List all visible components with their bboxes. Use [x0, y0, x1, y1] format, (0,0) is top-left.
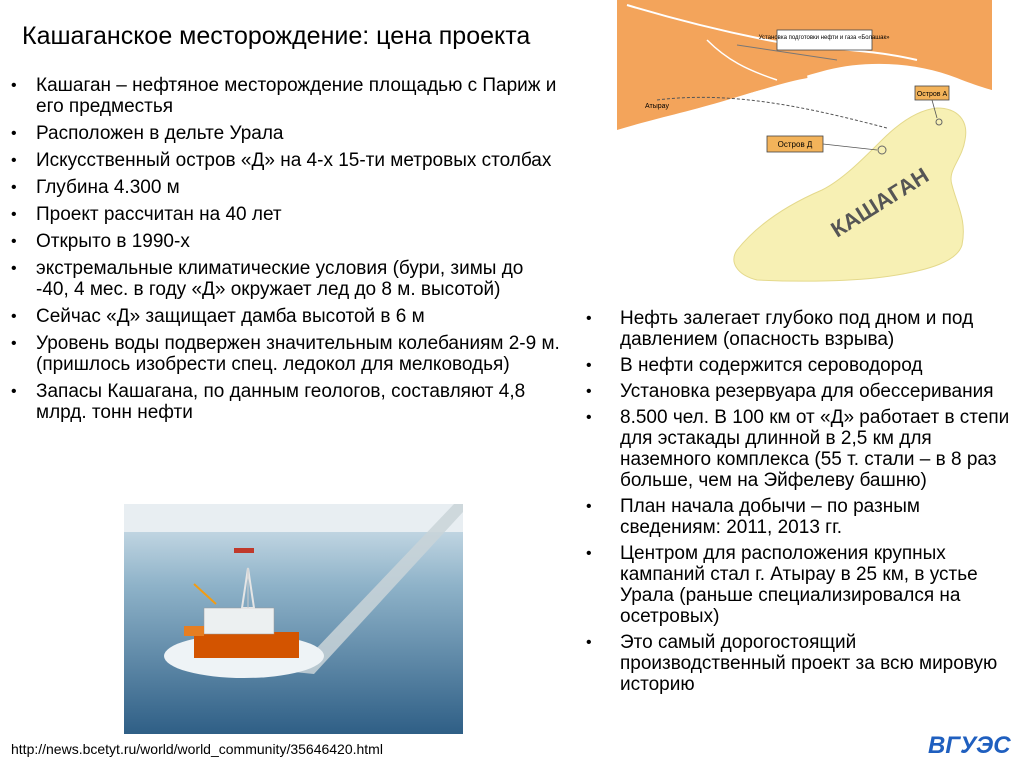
bullet-icon: •: [586, 498, 592, 515]
map-graphic: [617, 0, 992, 282]
left-bullet-list: [0, 75, 560, 429]
list-item: • Уровень воды подвержен значительным колебаниям 2-9 м. (пришлось изобрести спец. ледокол для мелководья): [11, 333, 560, 375]
label-plant: Установка подготовки нефти и газа «Болашак»: [758, 35, 890, 41]
bullet-icon: •: [586, 357, 592, 374]
platform-deck: [204, 608, 274, 634]
platform-base: [194, 632, 299, 658]
list-item: • В нефти содержится сероводород: [586, 355, 923, 376]
bullet-icon: •: [11, 206, 17, 223]
field-label: КАШАГАН: [826, 162, 934, 243]
water-background: [124, 504, 463, 734]
bullet-icon: •: [586, 545, 592, 562]
label-island-d: Остров Д: [777, 140, 813, 149]
kashagan-map: [617, 0, 992, 282]
platform-photo: [124, 504, 463, 734]
bullet-icon: •: [11, 383, 17, 400]
right-bullet-list: [574, 308, 1024, 700]
list-item: • Центром для расположения крупных кампаний стал г. Атырау в 25 км, в устье Урала (раньше специализировался на осетровых): [586, 543, 978, 627]
list-item: • Запасы Кашагана, по данным геологов, составляют 4,8 млрд. тонн нефти: [11, 381, 526, 423]
ship: [234, 548, 254, 553]
bullet-icon: •: [11, 335, 17, 352]
list-item: • Расположен в дельте Урала: [11, 123, 284, 144]
list-item: • Кашаган – нефтяное месторождение площадью с Париж и его предместья: [11, 75, 557, 117]
bullet-icon: •: [11, 152, 17, 169]
bullet-icon: •: [586, 409, 592, 426]
list-item: • Сейчас «Д» защищает дамба высотой в 6 м: [11, 306, 425, 327]
list-item: • 8.500 чел. В 100 км от «Д» работает в степи для эстакады длинной в 2,5 км для наземного комплекса (55 т. стали – в 8 раз больше, чем на Эйфелеву башню): [586, 407, 1010, 491]
bullet-icon: •: [11, 179, 17, 196]
list-item: • Глубина 4.300 м: [11, 177, 180, 198]
bullet-icon: •: [586, 310, 592, 327]
list-item: • Нефть залегает глубоко под дном и под давлением (опасность взрыва): [586, 308, 974, 350]
source-link[interactable]: http://news.bcetyt.ru/world/world_community/35646420.html: [11, 741, 383, 757]
list-item: • Это самый дорогостоящий производственный проект за всю мировую историю: [586, 632, 998, 695]
city-label: Атырау: [645, 103, 669, 110]
bullet-icon: •: [11, 125, 17, 142]
sky-haze: [124, 504, 463, 532]
logo-graphic: [926, 726, 1022, 762]
list-item: • Искусственный остров «Д» на 4-х 15-ти метровых столбах: [11, 150, 552, 171]
bullet-icon: •: [11, 260, 17, 277]
platform-module: [184, 626, 204, 636]
list-item: • Открыто в 1990-х: [11, 231, 190, 252]
slide-title: Кашаганское месторождение: цена проекта: [22, 22, 531, 50]
label-island-a: Остров А: [916, 91, 948, 98]
list-item: • Установка резервуара для обессеривания: [586, 381, 994, 402]
bullet-icon: •: [586, 634, 592, 651]
list-item: • экстремальные климатические условия (бури, зимы до -40, 4 мес. в году «Д» окружает лед до 8 м. высотой): [11, 258, 524, 300]
bullet-icon: •: [11, 233, 17, 250]
list-item: • План начала добычи – по разным сведениям: 2011, 2013 гг.: [586, 496, 920, 538]
bullet-icon: •: [11, 308, 17, 325]
bullet-icon: •: [586, 383, 592, 400]
logo-text: ВГУЭС: [928, 732, 1011, 759]
platform-photo-graphic: [124, 504, 463, 734]
vguas-logo: [926, 726, 1022, 762]
list-item: • Проект рассчитан на 40 лет: [11, 204, 282, 225]
bullet-icon: •: [11, 77, 17, 94]
